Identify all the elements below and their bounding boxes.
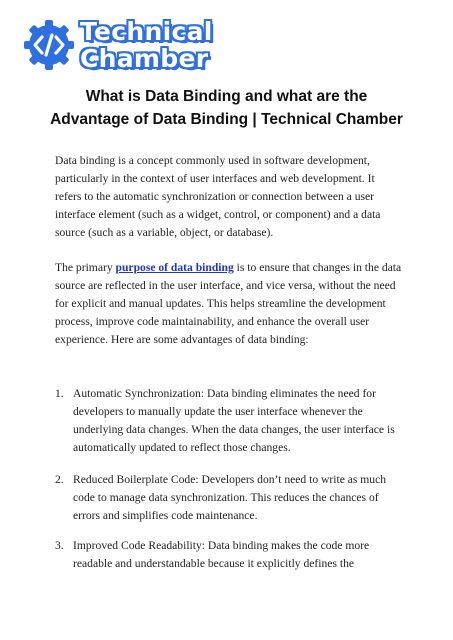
list-item-number: 2. [55,473,64,486]
list-item-text: Reduced Boilerplate Code: Developers don’t need to write as much code to manage data synchronization. This reduces the chances of errors and simplifies code maintenance. [73,473,387,522]
purpose-text-before: The primary [55,261,116,274]
list-item-text: Improved Code Readability: Data binding makes the code more readable and understandable because it explicitly defines the [73,539,370,570]
title-line-2: Advantage of Data Binding | Technical Chamber [50,111,403,128]
brand-logo [22,16,222,76]
list-item-number: 1. [55,387,64,400]
intro-paragraph: Data binding is a concept commonly used in software development, particularly in the context of user interfaces and web development. It refers to the automatic synchronization or connection between a user interface element (such as a widget, control, or component) and a data source (such as a variable, object, or database). [55,154,381,239]
list-item-text: Automatic Synchronization: Data binding eliminates the need for developers to manually update the user interface whenever the underlying data changes. When the data changes, the user interface is automatically updated to reflect those changes. [73,387,395,454]
page-title [30,85,423,131]
list-item-number: 3. [55,539,64,552]
brand-line-1: Technical [80,17,213,46]
code-gear-icon [22,18,76,72]
brand-line-2: Chamber [80,44,209,73]
purpose-link[interactable]: purpose of data binding [115,261,234,274]
title-line-1: What is Data Binding and what are the [85,88,368,105]
brand-name [80,18,213,72]
purpose-text-after: is to ensure that changes in the data source are reflected in the user interface, and vice versa, without the need for explicit and manual updates. This helps streamline the development process, improve code maintainability, and enhance the overall user experience. Here are some advantages of data binding: [55,261,402,346]
purpose-paragraph [55,259,403,349]
